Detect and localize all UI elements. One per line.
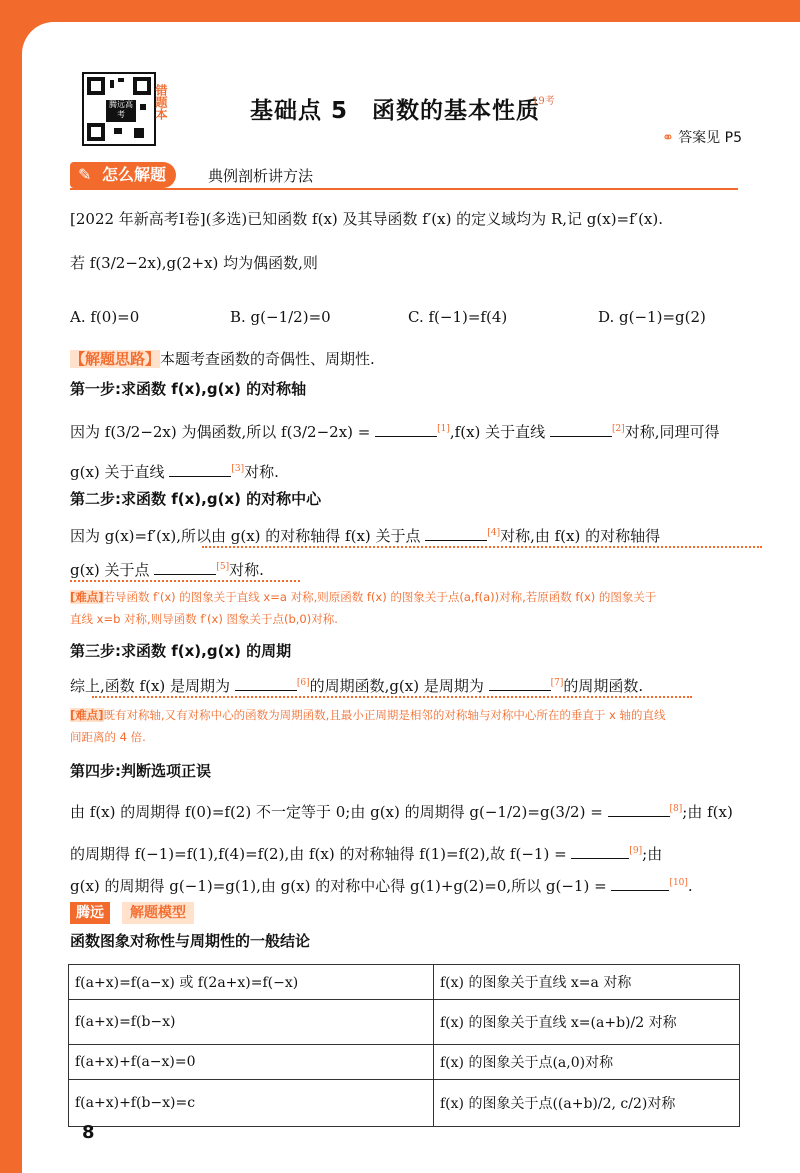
table-cell: f(a+x)+f(a−x)=0 [69,1045,434,1080]
blank-1[interactable] [375,422,437,437]
step2-line-1 [70,522,660,547]
blank-2[interactable] [550,422,612,437]
blank-5[interactable] [154,560,216,575]
table-cell: f(x) 的图象关于点((a+b)/2, c/2)对称 [434,1080,740,1127]
step3-text-a: 综上,函数 f(x) 是周期为 [70,677,231,695]
step4-line-3 [70,872,693,897]
step3-line [70,672,643,697]
side-tag: 错题本 [154,84,168,120]
blank-8[interactable] [608,802,670,817]
step3-text-c: 的周期函数. [563,677,644,695]
blank-7[interactable] [489,676,551,691]
table-row [69,965,740,1000]
note2-text-b: 间距离的 4 倍. [70,730,146,744]
note1-tag: [难点] [70,590,104,604]
step4-text-e: g(x) 的周期得 g(−1)=g(1),由 g(x) 的对称中心得 g(1)+g(2)=0,所以 g(−1) = [70,877,607,895]
wavy-underline-3 [92,696,692,698]
step4-text-f: . [687,877,693,895]
table-cell: f(x) 的图象关于点(a,0)对称 [434,1045,740,1080]
note1-text-a: 若导函数 f′(x) 的图象关于直线 x=a 对称,则原函数 f(x) 的图象关于点(a,f(a))对称,若原函数 f(x) 的图象关于 [103,590,657,604]
step4-text-b: ;由 f(x) [682,803,733,821]
step3-text-b: 的周期函数,g(x) 是周期为 [309,677,484,695]
problem-line-1: [2022 年新高考Ⅰ卷](多选)已知函数 f(x) 及其导函数 f′(x) 的定义域均为 R,记 g(x)=f′(x). [70,210,664,228]
step2-line-2 [70,556,264,581]
blank-3[interactable] [169,462,231,477]
note2-text-a: 既有对称轴,又有对称中心的函数为周期函数,且最小正周期是相邻的对称轴与对称中心所在的垂直于 x 轴的直线 [103,708,666,722]
blank-10[interactable] [611,876,669,891]
step1-line-1 [70,418,719,443]
mark-2: [2] [611,424,625,434]
step1-text-a: 因为 f(3/2−2x) 为偶函数,所以 f(3/2−2x) = [70,423,371,441]
step3-title: 第三步:求函数 f(x),g(x) 的周期 [70,642,292,660]
table-row [69,1000,740,1045]
answer-ref-text: 答案见 P5 [678,130,742,146]
model-heading: 函数图象对称性与周期性的一般结论 [70,932,311,950]
answer-reference [662,127,742,147]
step1-text-e: 对称. [244,463,279,481]
mark-5: [5] [216,562,230,572]
page-title: 基础点 5 函数的基本性质 [250,98,541,124]
step4-line-2 [70,840,662,865]
brand-tag: 腾远 [70,902,110,924]
model-label: 解题模型 [122,902,194,924]
step1-text-b: ,f(x) 关于直线 [449,423,546,441]
solution-tag: 【解题思路】 [70,350,161,368]
pencil-icon: ✎ [78,165,92,184]
section-divider [70,188,738,190]
page [22,22,800,1173]
howto-label: 怎么解题 [102,165,167,184]
step2-text-c: g(x) 关于点 [70,561,150,579]
mark-9: [9] [629,846,643,856]
note-2 [70,704,750,748]
howto-subtitle: 典例剖析讲方法 [208,167,314,185]
solution-intro-text: 本题考查函数的奇偶性、周期性. [160,350,375,368]
exam-count-tag: 19考 [532,96,555,107]
table-row [69,1045,740,1080]
mark-10: [10] [669,878,688,888]
solution-intro [70,348,375,370]
qr-center-label: 腾远高考 [106,100,136,122]
mark-7: [7] [550,678,564,688]
step2-text-d: 对称. [229,561,264,579]
mark-3: [3] [231,464,245,474]
table-cell: f(x) 的图象关于直线 x=(a+b)/2 对称 [434,1000,740,1045]
step1-text-c: 对称,同理可得 [624,423,720,441]
model-table [68,964,740,1127]
problem-line-2: 若 f(3/2−2x),g(2+x) 均为偶函数,则 [70,254,318,272]
note2-tag: [难点] [70,708,104,722]
blank-4[interactable] [425,526,487,541]
note-1 [70,586,750,630]
link-icon: ⚭ [662,130,674,146]
wavy-underline-1 [202,546,762,548]
qr-code[interactable] [82,72,156,146]
option-b: B. g(−1/2)=0 [230,308,331,326]
step4-text-d: ;由 [642,845,663,863]
step4-title: 第四步:判断选项正误 [70,762,211,780]
step4-line-1 [70,798,733,823]
mark-8: [8] [669,804,683,814]
mark-4: [4] [487,528,501,538]
table-cell: f(a+x)=f(a−x) 或 f(2a+x)=f(−x) [69,965,434,1000]
option-c: C. f(−1)=f(4) [408,308,508,326]
step4-text-a: 由 f(x) 的周期得 f(0)=f(2) 不一定等于 0;由 g(x) 的周期得 g(−1/2)=g(3/2) = [70,803,603,821]
step1-text-d: g(x) 关于直线 [70,463,165,481]
step2-text-b: 对称,由 f(x) 的对称轴得 [500,527,661,545]
blank-9[interactable] [571,844,629,859]
option-a: A. f(0)=0 [70,308,140,326]
step1-title: 第一步:求函数 f(x),g(x) 的对称轴 [70,380,307,398]
step2-text-a: 因为 g(x)=f′(x),所以由 g(x) 的对称轴得 f(x) 关于点 [70,527,421,545]
blank-6[interactable] [235,676,297,691]
wavy-underline-2 [70,580,300,582]
step4-text-c: 的周期得 f(−1)=f(1),f(4)=f(2),由 f(x) 的对称轴得 f(1)=f(2),故 f(−1) = [70,845,567,863]
mark-1: [1] [437,424,450,434]
step1-line-2 [70,458,279,483]
howto-banner [70,162,176,188]
table-cell: f(x) 的图象关于直线 x=a 对称 [434,965,740,1000]
option-d: D. g(−1)=g(2) [598,308,706,326]
page-number: 8 [82,1122,95,1143]
table-cell: f(a+x)+f(b−x)=c [69,1080,434,1127]
table-row [69,1080,740,1127]
note1-text-b: 直线 x=b 对称,则导函数 f′(x) 图象关于点(b,0)对称. [70,612,338,626]
table-cell: f(a+x)=f(b−x) [69,1000,434,1045]
step2-title: 第二步:求函数 f(x),g(x) 的对称中心 [70,490,322,508]
mark-6: [6] [296,678,310,688]
